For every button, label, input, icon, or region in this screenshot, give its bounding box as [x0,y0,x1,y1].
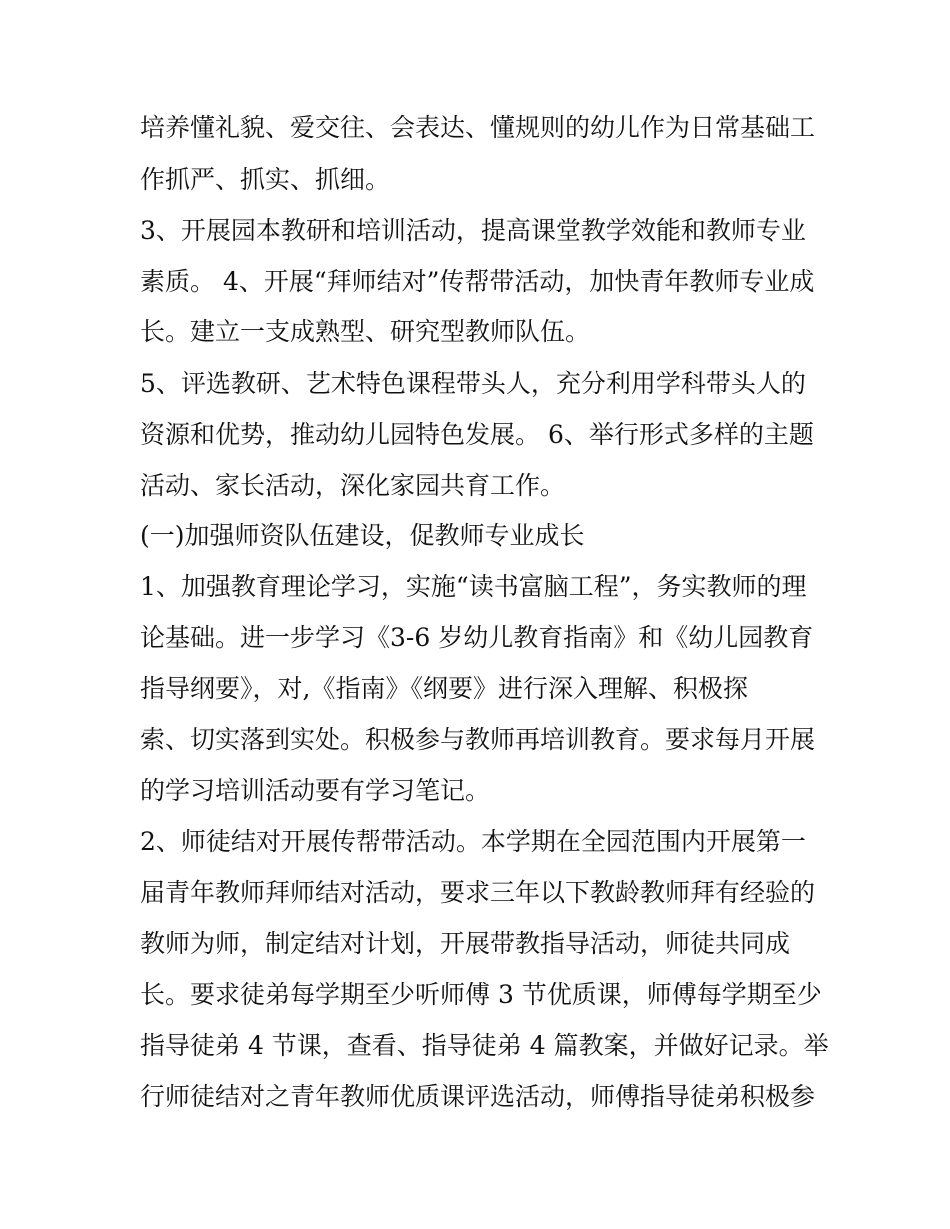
text-line: 长。建立一支成熟型、研究型教师队伍。 [140,317,591,346]
text-line: 培养懂礼貌、爱交往、会表达、懂规则的幼儿作为日常基础工 [140,113,816,142]
text-line: 1、加强教育理论学习，实施“读书富脑工程”，务实教师的理 [140,572,807,601]
text-line: 活动、家长活动，深化家园共育工作。 [140,471,566,500]
text-line: 3、开展园本教研和培训活动，提高课堂教学效能和教师专业 [140,216,806,245]
section-heading: (一)加强师资队伍建设，促教师专业成长 [140,521,585,550]
text-line: 素质。 4、开展“拜师结对”传帮带活动，加快青年教师专业成 [140,267,815,296]
text-line: 届青年教师拜师结对活动，要求三年以下教龄教师拜有经验的 [140,878,816,907]
text-line: 资源和优势，推动幼儿园特色发展。 6、举行形式多样的主题 [140,420,814,449]
text-line: 的学习培训活动要有学习笔记。 [140,776,491,805]
text-line: 指导徒弟 4 节课，查看、指导徒弟 4 篇教案，并做好记录。举 [140,1031,829,1060]
text-line: 论基础。进一步学习《3-6 岁幼儿教育指南》和《幼儿园教育 [140,623,814,652]
text-line: 作抓严、抓实、抓细。 [140,165,391,194]
text-line: 长。要求徒弟每学期至少听师傅 3 节优质课，师傅每学期至少 [140,980,822,1009]
text-line: 教师为师，制定结对计划，开展带教指导活动，师徒共同成 [140,929,791,958]
text-line: 行师徒结对之青年教师优质课评选活动，师傅指导徒弟积极参 [140,1082,816,1111]
text-line: 指导纲要》，对,《指南》《纲要》进行深入理解、积极探 [140,674,748,703]
text-line: 5、评选教研、艺术特色课程带头人，充分利用学科带头人的 [140,369,806,398]
text-line: 索、切实落到实处。积极参与教师再培训教育。要求每月开展 [140,725,816,754]
text-line: 2、师徒结对开展传帮带活动。本学期在全园范围内开展第一 [140,827,806,856]
